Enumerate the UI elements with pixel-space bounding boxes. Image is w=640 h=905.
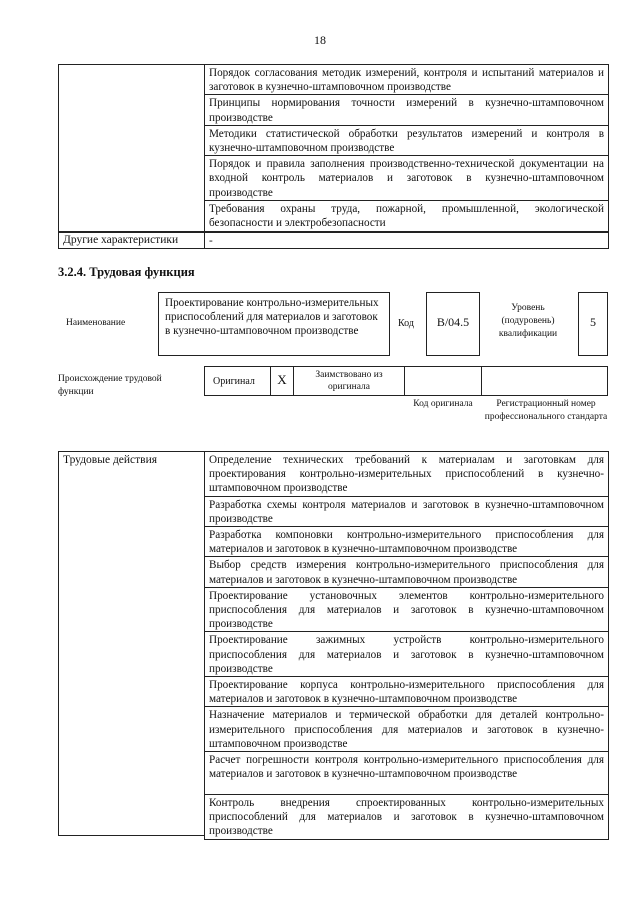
action-item: Проектирование установочных элементов контрольно-измерительного приспособления для материалов и заготовок в кузнечно-штамповочном производстве [205, 587, 609, 632]
borrowed-label: Заимствовано из оригинала [315, 370, 383, 392]
function-name-box [158, 292, 390, 356]
actions-table [204, 451, 609, 840]
code-box [426, 292, 480, 356]
original-label: Оригинал [213, 376, 255, 387]
knowledge-item: Принципы нормирования точности измерений в кузнечно-штамповочном производстве [205, 95, 609, 125]
knowledge-table [58, 64, 609, 249]
action-item: Проектирование зажимных устройств контрольно-измерительного приспособления для материалов и заготовок в кузнечно-штамповочном производстве [205, 632, 609, 677]
name-label: Наименование [66, 318, 126, 328]
function-name: Проектирование контрольно-измерительных приспособлений для материалов и заготовок в кузнечно-штамповочном производстве [165, 297, 379, 337]
knowledge-label-cell [59, 65, 205, 232]
table-row [205, 677, 609, 707]
table-row [205, 752, 609, 795]
table-row [59, 65, 609, 95]
table-row [205, 587, 609, 632]
action-item: Назначение материалов и термической обработки для деталей контрольно-измерительного приспособления для материалов и заготовок в кузнечно-штамповочном производстве [205, 707, 609, 752]
table-row [205, 527, 609, 557]
actions-label: Трудовые действия [58, 451, 204, 836]
other-characteristics-value: - [205, 232, 609, 249]
knowledge-item: Требования охраны труда, пожарной, промышленной, экологической безопасности и электробезопасности [205, 201, 609, 232]
action-item: Определение технических требований к материалам и заготовкам для проектирования контрольно-измерительных приспособлений в кузнечно-штамповочном производстве [205, 452, 609, 497]
action-item: Разработка компоновки контрольно-измерительного приспособления для материалов и заготовок в кузнечно-штамповочном производстве [205, 527, 609, 557]
table-row [59, 232, 609, 249]
section-title: 3.2.4. Трудовая функция [58, 265, 195, 279]
action-item: Выбор средств измерения контрольно-измерительного приспособления для материалов и заготовок в кузнечно-штамповочном производстве [205, 557, 609, 587]
table-row [205, 557, 609, 587]
knowledge-item: Порядок и правила заполнения производственно-технической документации на входной контроль материалов и заготовок в кузнечно-штамповочном производстве [205, 156, 609, 201]
knowledge-item: Методики статистической обработки результатов измерений и контроля в кузнечно-штамповочном производстве [205, 125, 609, 155]
table-row [205, 452, 609, 497]
knowledge-item: Порядок согласования методик измерений, контроля и испытаний материалов и заготовок в кузнечно-штамповочном производстве [205, 65, 609, 95]
table-row [205, 707, 609, 752]
code-orig-label: Код оригинала [413, 399, 473, 409]
code-value: B/04.5 [436, 315, 470, 329]
action-item: Контроль внедрения спроектированных контрольно-измерительных приспособлений для материалов и заготовок в кузнечно-штамповочном производстве [205, 795, 609, 840]
action-item: Разработка схемы контроля материалов и заготовок в кузнечно-штамповочном производстве [205, 496, 609, 526]
table-row [205, 632, 609, 677]
level-label: Уровень (подуровень) квалификации [498, 303, 558, 339]
other-characteristics-label: Другие характеристики [59, 232, 205, 249]
reg-number-label: Регистрационный номер профессионального стандарта [484, 399, 608, 422]
level-box [578, 292, 608, 356]
code-orig-cell [404, 366, 482, 396]
table-row [205, 496, 609, 526]
action-item: Расчет погрешности контроля контрольно-измерительного приспособления для материалов и заготовок в кузнечно-штамповочном производстве [205, 752, 609, 795]
code-label: Код [398, 318, 414, 329]
table-row [205, 795, 609, 840]
original-mark: X [277, 372, 287, 387]
action-item: Проектирование корпуса контрольно-измерительного приспособления для материалов и заготовок в кузнечно-штамповочном производстве [205, 677, 609, 707]
origin-label: Происхождение трудовой функции [58, 374, 162, 397]
page-number: 18 [314, 33, 326, 47]
level-value: 5 [590, 315, 596, 329]
